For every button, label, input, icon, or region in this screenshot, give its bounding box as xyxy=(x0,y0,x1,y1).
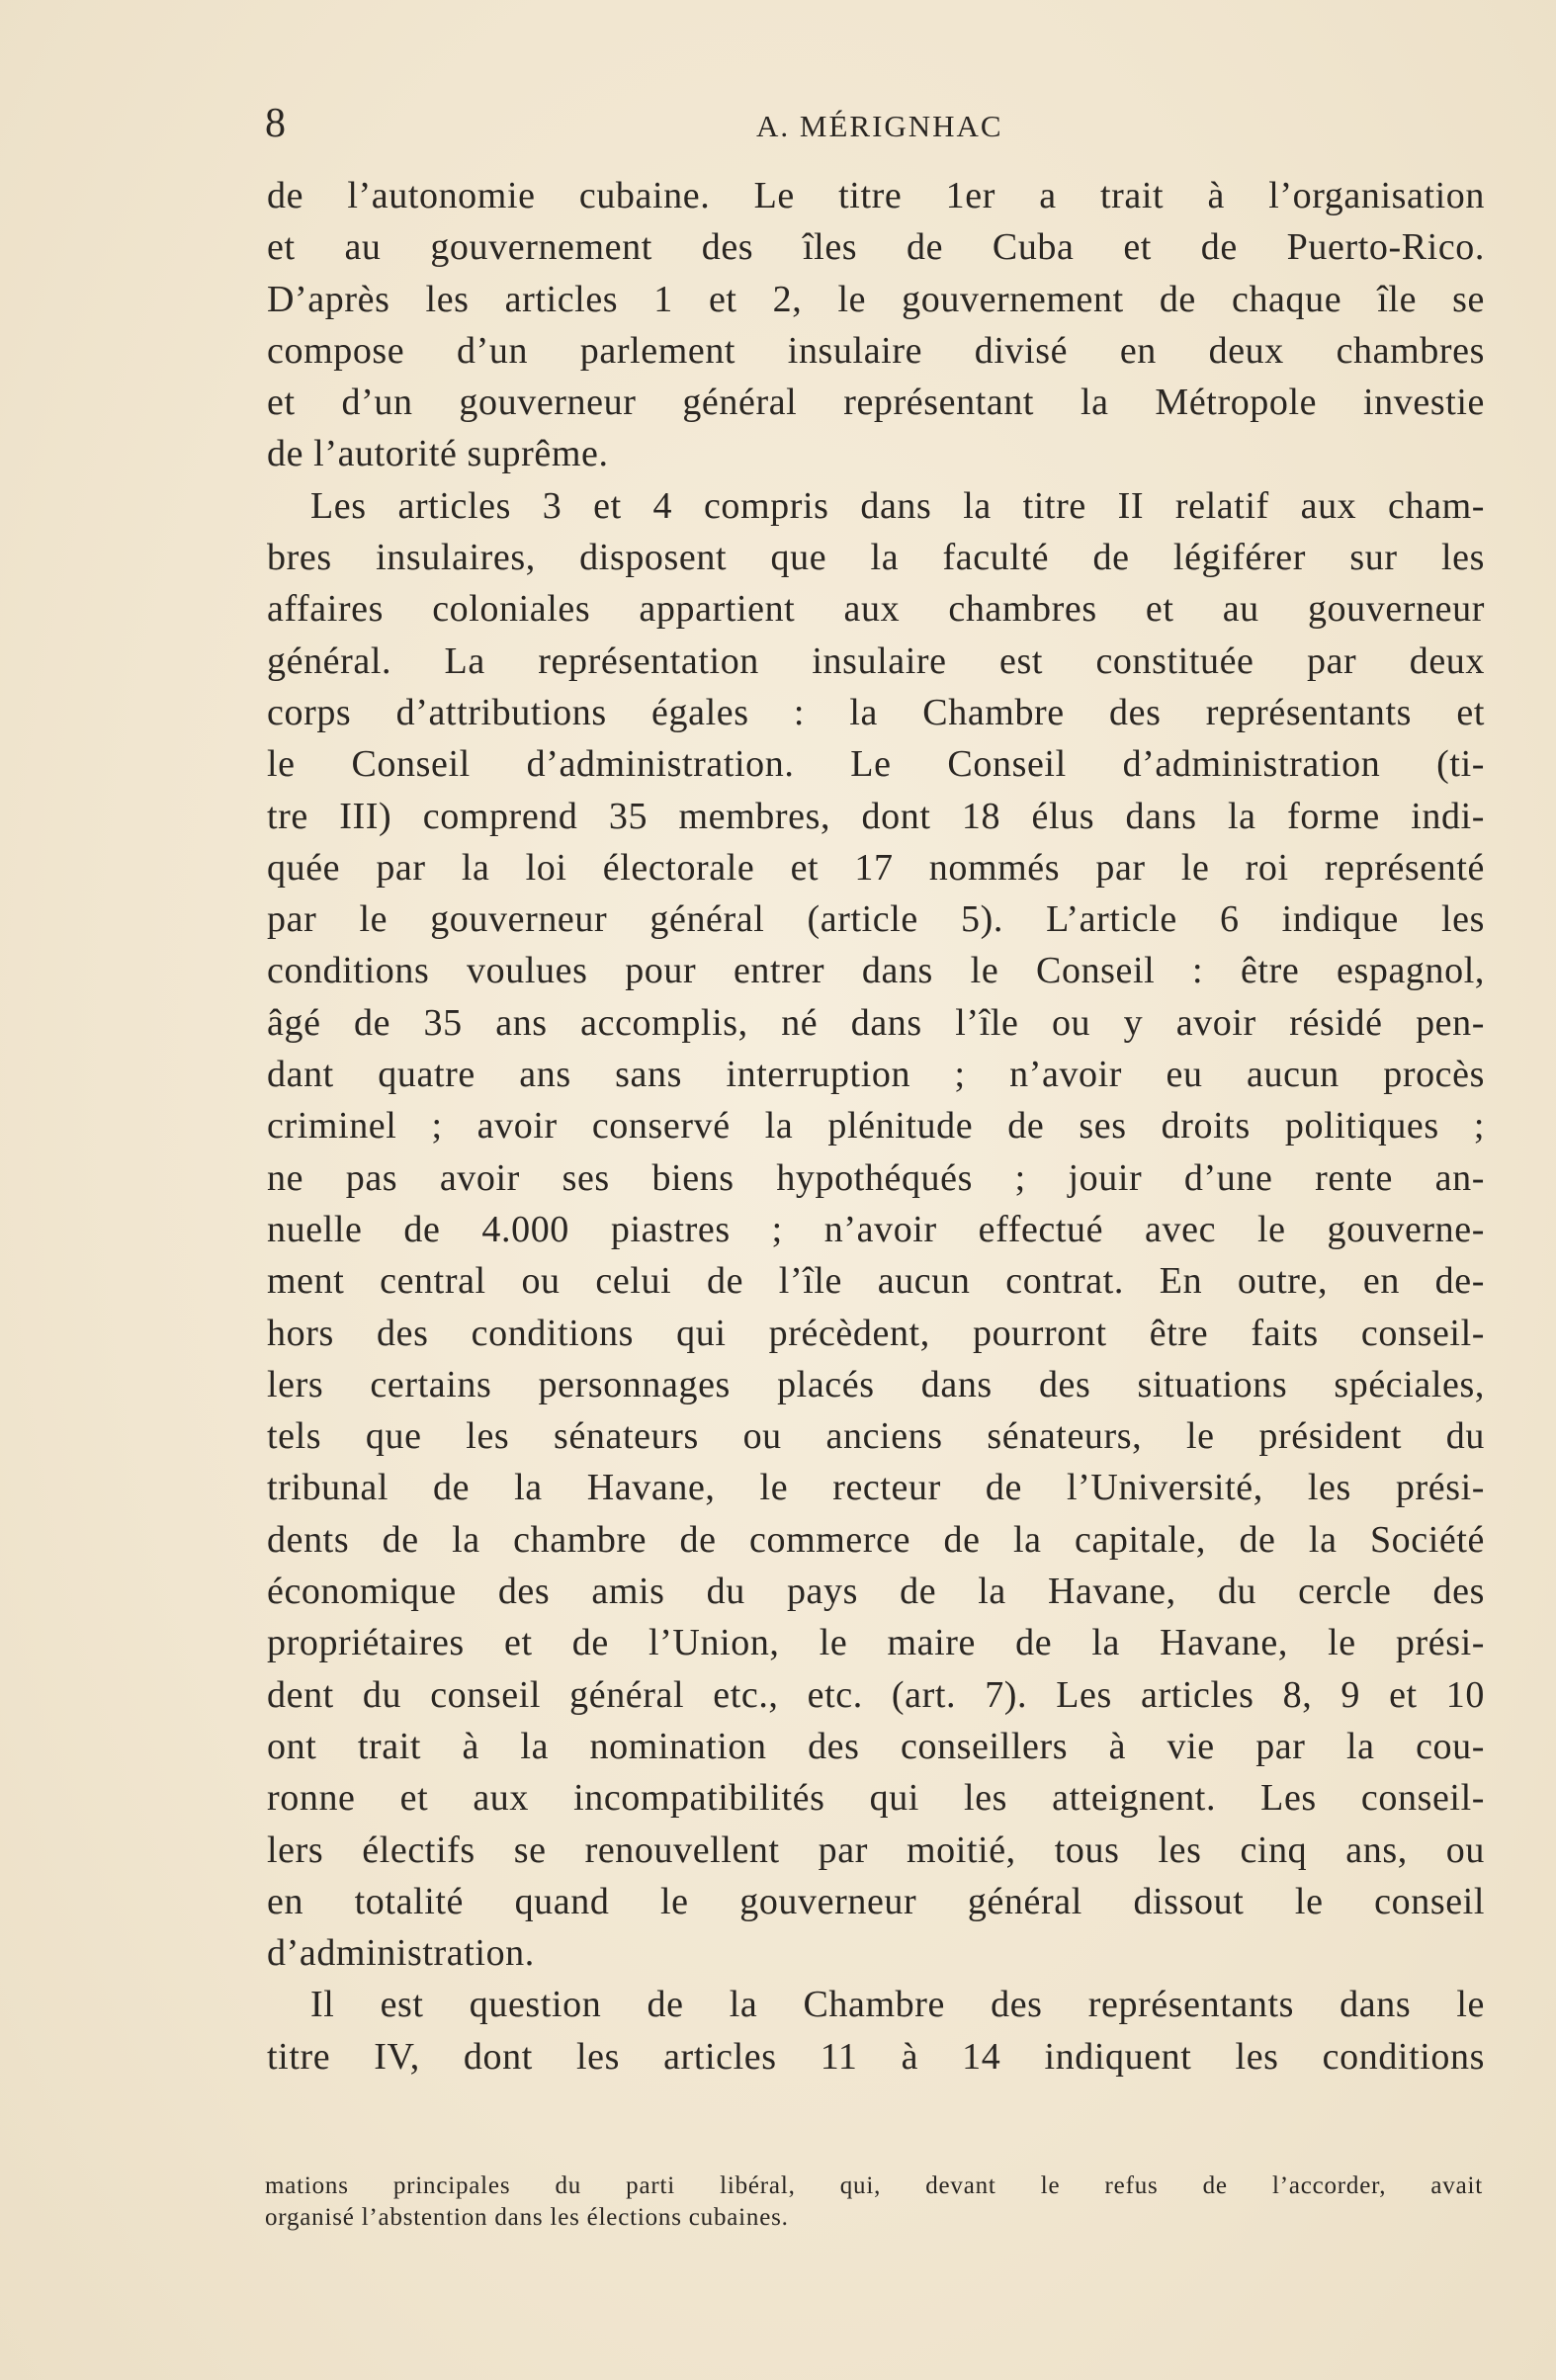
text-line: compose d’un parlement insulaire divisé en deux chambres xyxy=(267,329,1485,372)
page-header xyxy=(265,99,1491,148)
body-text xyxy=(267,170,1485,2082)
text-line: Les articles 3 et 4 compris dans la titre II relatif aux cham- xyxy=(310,484,1485,527)
text-line: ont trait à la nomination des conseillers à vie par la cou- xyxy=(267,1725,1485,1767)
text-line: dent du conseil général etc., etc. (art. 7). Les articles 8, 9 et 10 xyxy=(267,1673,1485,1716)
text-line: général. La représentation insulaire est constituée par deux xyxy=(267,639,1485,682)
text-line: âgé de 35 ans accomplis, né dans l’île ou y avoir résidé pen- xyxy=(267,1001,1485,1044)
text-line: d’administration. xyxy=(267,1932,535,1975)
text-line: en totalité quand le gouverneur général dissout le conseil xyxy=(267,1880,1485,1922)
text-line: quée par la loi électorale et 17 nommés par le roi représenté xyxy=(267,846,1485,889)
text-line: conditions voulues pour entrer dans le Conseil : être espagnol, xyxy=(267,950,1485,992)
text-line: criminel ; avoir conservé la plénitude de ses droits politiques ; xyxy=(267,1105,1485,1148)
text-line: de l’autorité suprême. xyxy=(267,433,609,475)
text-line: bres insulaires, disposent que la faculté de légiférer sur les xyxy=(267,537,1485,579)
footnote-line: mations principales du parti libéral, qui, devant le refus de l’accorder, avait xyxy=(265,2172,1483,2199)
text-line: D’après les articles 1 et 2, le gouvernement de chaque île se xyxy=(267,278,1485,320)
text-line: titre IV, dont les articles 11 à 14 indiquent les conditions xyxy=(267,2035,1485,2078)
text-line: affaires coloniales appartient aux chambres et au gouverneur xyxy=(267,588,1485,631)
text-line: tels que les sénateurs ou anciens sénateurs, le président du xyxy=(267,1415,1485,1458)
text-line: et au gouvernement des îles de Cuba et de Puerto-Rico. xyxy=(267,226,1485,269)
page-number: 8 xyxy=(265,101,286,146)
text-line: dents de la chambre de commerce de la capitale, de la Société xyxy=(267,1518,1485,1561)
text-line: nuelle de 4.000 piastres ; n’avoir effectué avec le gouverne- xyxy=(267,1208,1485,1250)
text-line: tribunal de la Havane, le recteur de l’Université, les prési- xyxy=(267,1467,1485,1509)
text-line: hors des conditions qui précèdent, pourront être faits conseil- xyxy=(267,1312,1485,1354)
running-head: A. MÉRIGNHAC xyxy=(756,109,1003,143)
text-line: dant quatre ans sans interruption ; n’avoir eu aucun procès xyxy=(267,1054,1485,1096)
text-line: de l’autonomie cubaine. Le titre 1er a trait à l’organisation xyxy=(267,175,1485,216)
footnote-line: organisé l’abstention dans les élections cubaines. xyxy=(265,2204,789,2231)
text-line: Il est question de la Chambre des représentants dans le xyxy=(310,1984,1485,2026)
text-line: corps d’attributions égales : la Chambre des représentants et xyxy=(267,691,1485,733)
text-line: ne pas avoir ses biens hypothéqués ; jouir d’une rente an- xyxy=(267,1156,1485,1199)
text-line: ronne et aux incompatibilités qui les atteignent. Les conseil- xyxy=(267,1777,1485,1820)
text-line: et d’un gouverneur général représentant la Métropole investie xyxy=(267,382,1485,424)
text-line: le Conseil d’administration. Le Conseil d’administration (ti- xyxy=(267,743,1485,786)
text-line: propriétaires et de l’Union, le maire de la Havane, le prési- xyxy=(267,1622,1485,1664)
text-line: par le gouverneur général (article 5). L’article 6 indique les xyxy=(267,898,1485,941)
text-line: ment central ou celui de l’île aucun contrat. En outre, en de- xyxy=(267,1260,1485,1303)
text-line: tre III) comprend 35 membres, dont 18 élus dans la forme indi- xyxy=(267,795,1485,837)
text-line: économique des amis du pays de la Havane, du cercle des xyxy=(267,1571,1485,1613)
text-line: lers certains personnages placés dans des situations spéciales, xyxy=(267,1363,1485,1405)
footnote xyxy=(265,2170,1483,2234)
text-line: lers électifs se renouvellent par moitié, tous les cinq ans, ou xyxy=(267,1828,1485,1871)
